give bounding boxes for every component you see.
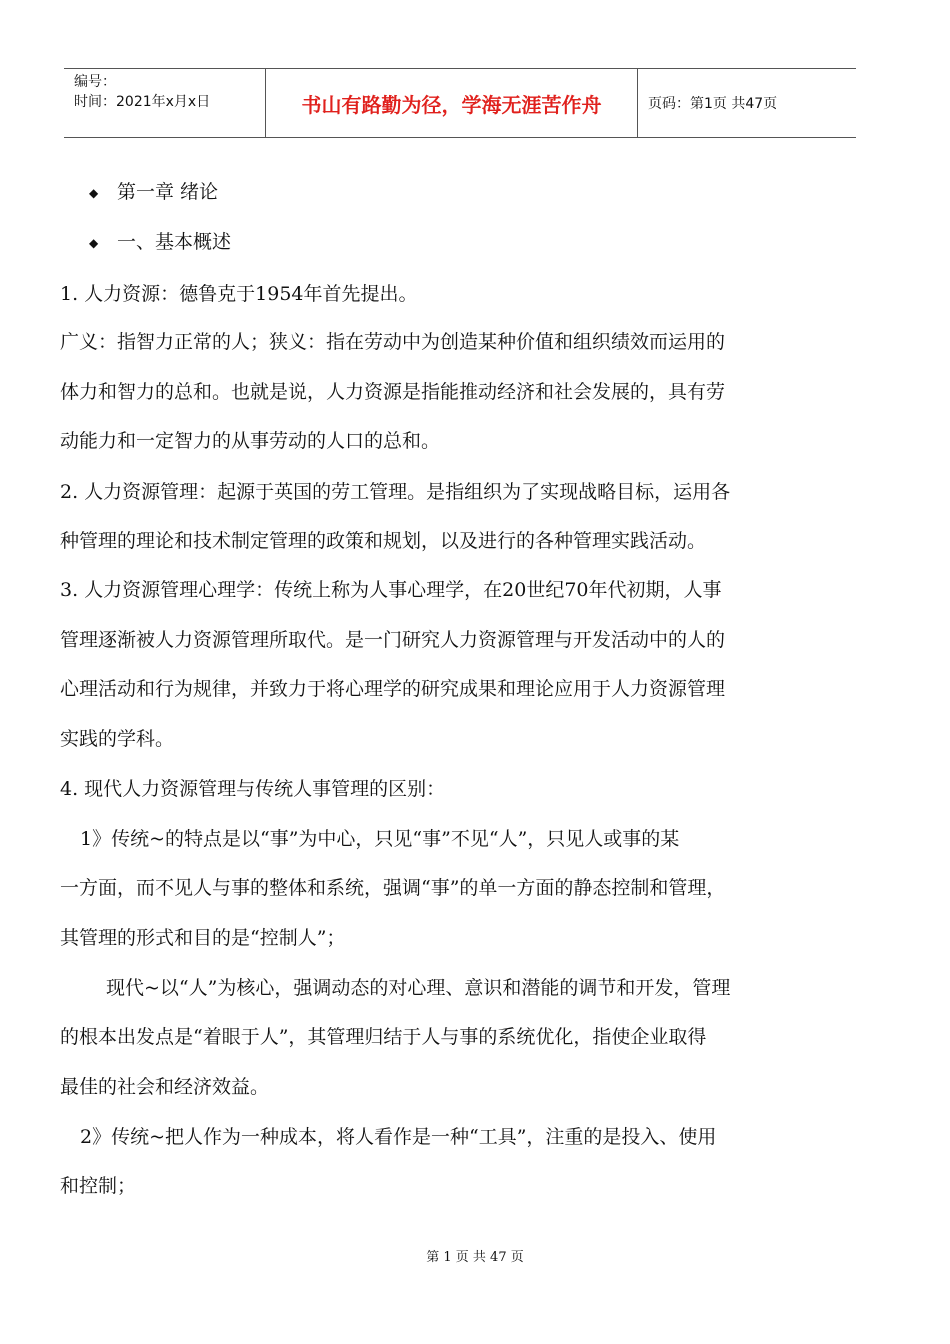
- body-line: 的根本出发点是“着眼于人”，其管理归结于人与事的系统优化，指使企业取得: [60, 1026, 707, 1048]
- body-line: 一方面，而不见人与事的整体和系统，强调“事”的单一方面的静态控制和管理，: [60, 877, 726, 899]
- header-page-cell: [638, 69, 856, 137]
- body-line: 心理活动和行为规律，并致力于将心理学的研究成果和理论应用于人力资源管理: [60, 678, 726, 700]
- number-label: 编号：: [74, 74, 116, 90]
- body-line: 4. 现代人力资源管理与传统人事管理的区别：: [60, 778, 446, 800]
- body-line: 体力和智力的总和。也就是说，人力资源是指能推动经济和社会发展的，具有劳: [60, 381, 726, 403]
- diamond-bullet-icon: ◆: [89, 236, 99, 250]
- diamond-bullet-icon: ◆: [89, 186, 99, 200]
- body-line: 管理逐渐被人力资源管理所取代。是一门研究人力资源管理与开发活动中的人的: [60, 629, 726, 651]
- body-line: 3. 人力资源管理心理学：传统上称为人事心理学，在20世纪70年代初期，人事: [60, 579, 722, 601]
- body-line: 1》传统~的特点是以“事”为中心，只见“事”不见“人”，只见人或事的某: [80, 828, 680, 850]
- body-line: 动能力和一定智力的从事劳动的人口的总和。: [60, 430, 441, 452]
- time-label: 时间：2021年x月x日: [74, 94, 211, 110]
- body-line: 1. 人力资源：德鲁克于1954年首先提出。: [60, 283, 418, 305]
- header-table: [64, 68, 856, 138]
- section-heading: 一、基本概述: [117, 231, 232, 253]
- body-line: 种管理的理论和技术制定管理的政策和规划，以及进行的各种管理实践活动。: [60, 530, 707, 552]
- body-line: 其管理的形式和目的是“控制人”；: [60, 927, 346, 949]
- chapter-heading: 第一章 绪论: [117, 181, 219, 203]
- body-line: 实践的学科。: [60, 728, 175, 750]
- header-meta-cell: [64, 69, 266, 137]
- page-footer: 第 1 页 共 47 页: [426, 1250, 524, 1265]
- body-line: 现代~以“人”为核心，强调动态的对心理、意识和潜能的调节和开发，管理: [106, 977, 731, 999]
- body-line: 2. 人力资源管理：起源于英国的劳工管理。是指组织为了实现战略目标，运用各: [60, 481, 731, 503]
- page-code: 页码：第1页 共47页: [648, 96, 778, 112]
- body-line: 和控制；: [60, 1175, 137, 1197]
- motto-text: 书山有路勤为径，学海无涯苦作舟: [301, 92, 602, 117]
- body-line: 最佳的社会和经济效益。: [60, 1076, 270, 1098]
- header-motto-cell: [266, 69, 638, 137]
- body-line: 2》传统~把人作为一种成本，将人看作是一种“工具”，注重的是投入、使用: [80, 1126, 717, 1148]
- body-line: 广义：指智力正常的人；狭义：指在劳动中为创造某种价值和组织绩效而运用的: [60, 331, 726, 353]
